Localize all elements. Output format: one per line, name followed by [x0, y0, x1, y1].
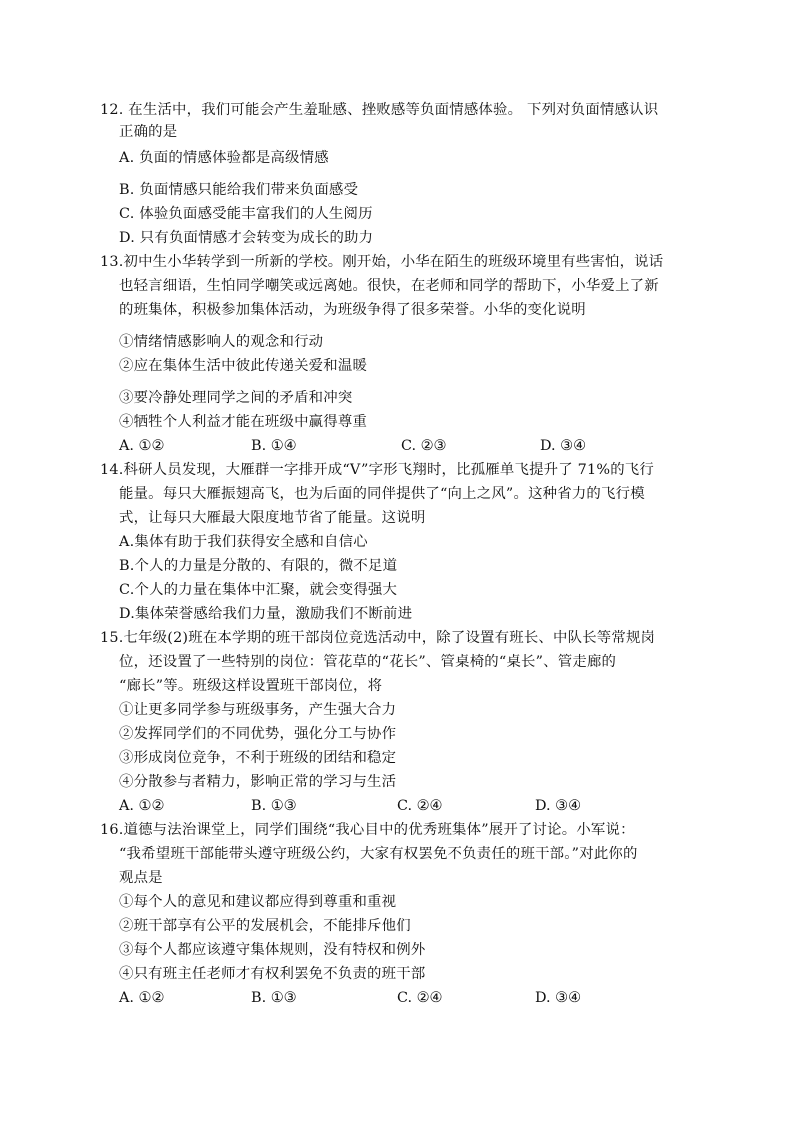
question-stem-line: 13.初中生小华转学到一所新的学校。刚开始，小华在陌生的班级环境里有些害怕，说话	[100, 254, 664, 270]
question-stem-line: 16.道德与法治课堂上，同学们围绕“我心目中的优秀班集体”展开了讨论。小军说：	[100, 822, 635, 838]
statement-2: ②应在集体生活中彼此传递关爱和温暖	[119, 358, 368, 374]
statement-3: ③形成岗位竞争，不利于班级的团结和稳定	[119, 750, 397, 766]
statement-2: ②发挥同学们的不同优势，强化分工与协作	[119, 726, 397, 742]
choice-c: C. ②④	[397, 990, 443, 1006]
choice-a: A. ①②	[119, 990, 165, 1006]
statement-2: ②班干部享有公平的发展机会，不能排斥他们	[119, 918, 411, 934]
statement-3: ③每个人都应该遵守集体规则，没有特权和例外	[119, 942, 426, 958]
choice-a: A. ①②	[119, 438, 165, 454]
choice-c: C. ②③	[401, 438, 447, 454]
option-c: C.个人的力量在集体中汇聚，就会变得强大	[119, 582, 398, 598]
option-d: D.集体荣誉感给我们力量，激励我们不断前进	[119, 606, 413, 622]
question-stem-line: 正确的是	[119, 124, 178, 140]
choice-b: B. ①④	[251, 438, 297, 454]
choice-d: D. ③④	[540, 438, 586, 454]
choice-d: D. ③④	[535, 798, 581, 814]
question-stem-line: “我希望班干部能带头遵守班级公约，大家有权罢免不负责任的班干部。”对此你的	[119, 846, 638, 862]
statement-1: ①情绪情感影响人的观念和行动	[119, 334, 324, 350]
option-b: B.个人的力量是分散的、有限的，微不足道	[119, 558, 398, 574]
option-a: A. 负面的情感体验都是高级情感	[119, 150, 329, 166]
choice-b: B. ①③	[251, 798, 297, 814]
question-stem-line: “廊长”等。班级这样设置班干部岗位，将	[119, 678, 383, 694]
question-stem-line: 14.科研人员发现，大雁群一字排开成“V”字形飞翔时，比孤雁单飞提升了 71%的飞行	[100, 462, 654, 478]
option-d: D. 只有负面情感才会转变为成长的助力	[119, 230, 374, 246]
statement-3: ③要冷静处理同学之间的矛盾和冲突	[119, 390, 353, 406]
statement-1: ①每个人的意见和建议都应得到尊重和重视	[119, 894, 397, 910]
choice-d: D. ③④	[535, 990, 581, 1006]
option-c: C. 体验负面感受能丰富我们的人生阅历	[119, 206, 373, 222]
question-stem-line: 式，让每只大雁最大限度地节省了能量。这说明	[119, 510, 426, 526]
question-stem-line: 观点是	[119, 870, 163, 886]
question-stem-line: 也轻言细语，生怕同学嘲笑或远离她。很快，在老师和同学的帮助下，小华爱上了新	[119, 278, 659, 294]
question-stem-line: 位，还设置了一些特别的岗位：管花草的“花长”、管桌椅的“桌长”、管走廊的	[119, 654, 617, 670]
choice-c: C. ②④	[397, 798, 443, 814]
choice-b: B. ①③	[251, 990, 297, 1006]
choice-a: A. ①②	[119, 798, 165, 814]
statement-4: ④只有班主任老师才有权利罢免不负责的班干部	[119, 966, 426, 982]
option-b: B. 负面情感只能给我们带来负面感受	[119, 182, 359, 198]
question-stem-line: 的班集体，积极参加集体活动，为班级争得了很多荣誉。小华的变化说明	[119, 302, 586, 318]
question-stem-line: 15.七年级(2)班在本学期的班干部岗位竞选活动中，除了设置有班长、中队长等常规岗	[100, 630, 656, 646]
option-a: A.集体有助于我们获得安全感和自信心	[119, 534, 368, 550]
question-stem-line: 能量。每只大雁振翅高飞，也为后面的同伴提供了“向上之风”。这种省力的飞行模	[119, 486, 645, 502]
statement-4: ④分散参与者精力，影响正常的学习与生活	[119, 774, 397, 790]
statement-1: ①让更多同学参与班级事务，产生强大合力	[119, 702, 397, 718]
question-stem-line: 12. 在生活中，我们可能会产生羞耻感、挫败感等负面情感体验。 下列对负面情感认识	[100, 102, 659, 118]
statement-4: ④牺牲个人利益才能在班级中赢得尊重	[119, 414, 368, 430]
